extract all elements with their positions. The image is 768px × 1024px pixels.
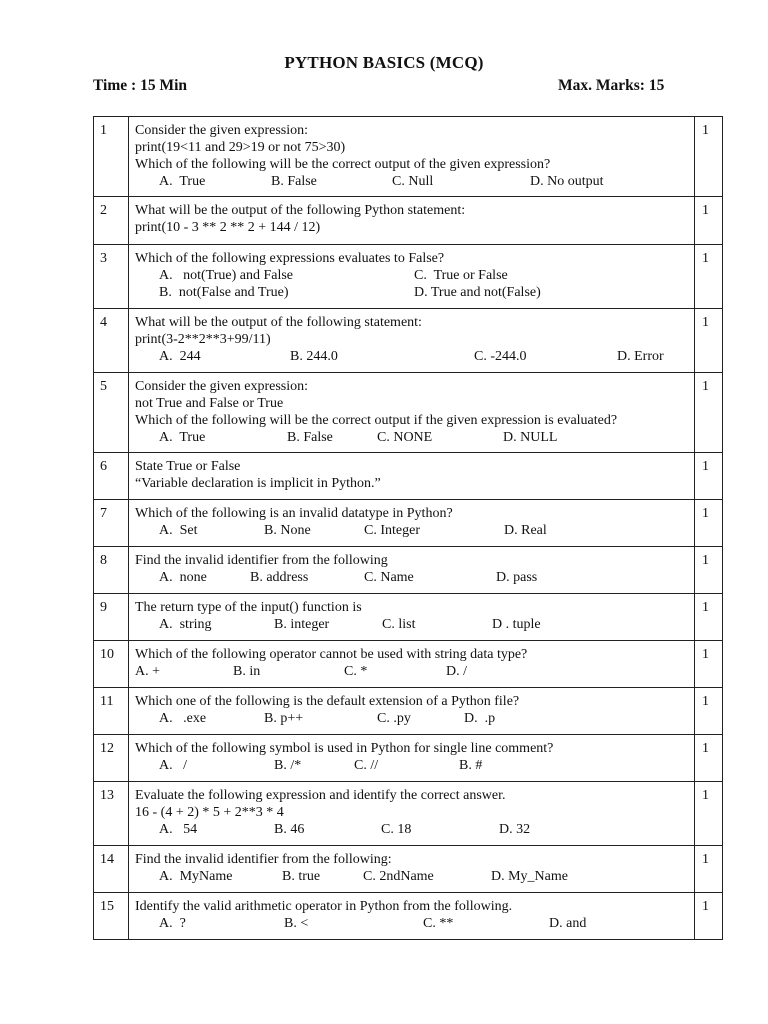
question-body <box>129 782 695 846</box>
question-text: Consider the given expression: <box>135 123 309 138</box>
answer-option: A. ? <box>159 916 186 931</box>
question-body <box>129 735 695 782</box>
question-body <box>129 309 695 373</box>
question-marks: 1 <box>695 688 723 735</box>
answer-option: C. Integer <box>364 523 420 538</box>
answer-option: B. # <box>459 758 483 773</box>
question-body <box>129 500 695 547</box>
options-row <box>135 915 688 932</box>
answer-option: C. * <box>344 664 368 679</box>
question-row <box>94 245 723 309</box>
question-text: Which of the following symbol is used in Python for single line comment? <box>135 741 554 756</box>
answer-option: A. string <box>159 617 212 632</box>
question-row <box>94 846 723 893</box>
answer-option: C. NONE <box>377 430 433 445</box>
answer-option: B. False <box>271 174 317 189</box>
answer-option: D. .p <box>464 711 496 726</box>
question-text: not True and False or True <box>135 396 284 411</box>
options-row <box>135 663 688 680</box>
answer-option: D. True and not(False) <box>414 285 541 300</box>
question-number: 3 <box>94 245 129 309</box>
question-text: Find the invalid identifier from the following <box>135 553 388 568</box>
question-row <box>94 309 723 373</box>
answer-option: A. / <box>159 758 187 773</box>
questions-table <box>93 116 723 940</box>
question-marks: 1 <box>695 245 723 309</box>
question-number: 15 <box>94 893 129 940</box>
question-text: Which of the following will be the correct output if the given expression is evaluated? <box>135 413 618 428</box>
answer-option: B. None <box>264 523 311 538</box>
question-marks: 1 <box>695 782 723 846</box>
answer-option: C. 18 <box>381 822 412 837</box>
answer-option: A. Set <box>159 523 198 538</box>
question-row <box>94 735 723 782</box>
question-body <box>129 893 695 940</box>
question-number: 2 <box>94 197 129 245</box>
question-marks: 1 <box>695 453 723 500</box>
answer-option: D. Real <box>504 523 547 538</box>
question-marks: 1 <box>695 547 723 594</box>
answer-option: C. -244.0 <box>474 349 527 364</box>
question-text: Consider the given expression: <box>135 379 309 394</box>
question-text: 16 - (4 + 2) * 5 + 2**3 * 4 <box>135 805 284 820</box>
question-row <box>94 594 723 641</box>
answer-option: B. False <box>287 430 333 445</box>
answer-option: B. 244.0 <box>290 349 338 364</box>
answer-option: B. in <box>233 664 261 679</box>
question-row <box>94 500 723 547</box>
question-row <box>94 373 723 453</box>
answer-option: C. True or False <box>414 268 508 283</box>
question-body <box>129 197 695 245</box>
question-body <box>129 641 695 688</box>
answer-option: B. p++ <box>264 711 304 726</box>
question-number: 14 <box>94 846 129 893</box>
answer-option: B. /* <box>274 758 302 773</box>
question-row <box>94 547 723 594</box>
question-text: Which of the following will be the correct output of the given expression? <box>135 157 551 172</box>
question-number: 1 <box>94 117 129 197</box>
answer-option: B. true <box>282 869 321 884</box>
question-number: 8 <box>94 547 129 594</box>
question-body <box>129 453 695 500</box>
max-marks-label: Max. Marks: 15 <box>558 77 665 94</box>
options-row <box>135 616 688 633</box>
question-number: 13 <box>94 782 129 846</box>
answer-option: A. MyName <box>159 869 233 884</box>
question-marks: 1 <box>695 373 723 453</box>
answer-option: A. True <box>159 174 206 189</box>
question-marks: 1 <box>695 735 723 782</box>
answer-option: C. Name <box>364 570 414 585</box>
question-body <box>129 117 695 197</box>
time-label: Time : 15 Min <box>93 77 187 94</box>
question-text: Which one of the following is the default extension of a Python file? <box>135 694 520 709</box>
answer-option: B. not(False and True) <box>159 285 289 300</box>
answer-option: C. 2ndName <box>363 869 434 884</box>
options-row <box>135 710 688 727</box>
question-marks: 1 <box>695 500 723 547</box>
answer-option: C. Null <box>392 174 434 189</box>
question-row <box>94 782 723 846</box>
question-number: 5 <box>94 373 129 453</box>
question-body <box>129 373 695 453</box>
question-text: “Variable declaration is implicit in Python.” <box>135 476 381 491</box>
answer-option: A. + <box>135 664 161 679</box>
options-row <box>135 348 688 365</box>
options-row <box>135 173 688 190</box>
question-body <box>129 547 695 594</box>
question-number: 9 <box>94 594 129 641</box>
answer-option: A. 54 <box>159 822 198 837</box>
question-number: 6 <box>94 453 129 500</box>
answer-option: D. No output <box>530 174 604 189</box>
question-marks: 1 <box>695 594 723 641</box>
question-number: 4 <box>94 309 129 373</box>
question-text: The return type of the input() function is <box>135 600 362 615</box>
question-marks: 1 <box>695 846 723 893</box>
question-number: 7 <box>94 500 129 547</box>
question-row <box>94 453 723 500</box>
answer-option: D. NULL <box>503 430 558 445</box>
question-row <box>94 117 723 197</box>
question-body <box>129 688 695 735</box>
answer-option: D. pass <box>496 570 538 585</box>
question-text: print(19<11 and 29>19 or not 75>30) <box>135 140 346 155</box>
question-marks: 1 <box>695 117 723 197</box>
question-text: Which of the following operator cannot be used with string data type? <box>135 647 528 662</box>
answer-option: A. 244 <box>159 349 201 364</box>
answer-option: A. none <box>159 570 207 585</box>
answer-option: D. / <box>446 664 467 679</box>
question-text: State True or False <box>135 459 241 474</box>
paper-title: PYTHON BASICS (MCQ) <box>284 53 484 72</box>
question-text: What will be the output of the following Python statement: <box>135 203 466 218</box>
question-text: Which of the following is an invalid datatype in Python? <box>135 506 453 521</box>
answer-option: D. My_Name <box>491 869 568 884</box>
answer-option: C. list <box>382 617 416 632</box>
options-row <box>135 522 688 539</box>
answer-option: B. integer <box>274 617 330 632</box>
answer-option: C. .py <box>377 711 411 726</box>
answer-option: B. address <box>250 570 309 585</box>
question-number: 11 <box>94 688 129 735</box>
answer-option: B. 46 <box>274 822 305 837</box>
question-number: 12 <box>94 735 129 782</box>
answer-option: D. 32 <box>499 822 531 837</box>
answer-option: A. True <box>159 430 206 445</box>
question-text: Evaluate the following expression and identify the correct answer. <box>135 788 506 803</box>
answer-option: C. ** <box>423 916 454 931</box>
answer-option: B. < <box>284 916 309 931</box>
question-row <box>94 641 723 688</box>
question-marks: 1 <box>695 197 723 245</box>
answer-option: A. .exe <box>159 711 207 726</box>
question-text: print(10 - 3 ** 2 ** 2 + 144 / 12) <box>135 220 321 235</box>
question-marks: 1 <box>695 309 723 373</box>
question-text: Find the invalid identifier from the following: <box>135 852 392 867</box>
question-row <box>94 893 723 940</box>
answer-option: D. and <box>549 916 587 931</box>
answer-option: D . tuple <box>492 617 541 632</box>
answer-option: D. Error <box>617 349 664 364</box>
options-row <box>135 267 688 284</box>
options-row <box>135 284 688 301</box>
answer-option: A. not(True) and False <box>159 268 294 283</box>
question-text: print(3-2**2**3+99/11) <box>135 332 271 347</box>
question-text: Identify the valid arithmetic operator in Python from the following. <box>135 899 513 914</box>
question-row <box>94 688 723 735</box>
options-row <box>135 821 688 838</box>
options-row <box>135 757 688 774</box>
question-body <box>129 846 695 893</box>
answer-option: C. // <box>354 758 379 773</box>
question-text: Which of the following expressions evaluates to False? <box>135 251 445 266</box>
options-row <box>135 429 688 446</box>
question-text: What will be the output of the following statement: <box>135 315 422 330</box>
options-row <box>135 868 688 885</box>
question-marks: 1 <box>695 893 723 940</box>
question-row <box>94 197 723 245</box>
question-number: 10 <box>94 641 129 688</box>
question-marks: 1 <box>695 641 723 688</box>
options-row <box>135 569 688 586</box>
question-body <box>129 245 695 309</box>
question-body <box>129 594 695 641</box>
